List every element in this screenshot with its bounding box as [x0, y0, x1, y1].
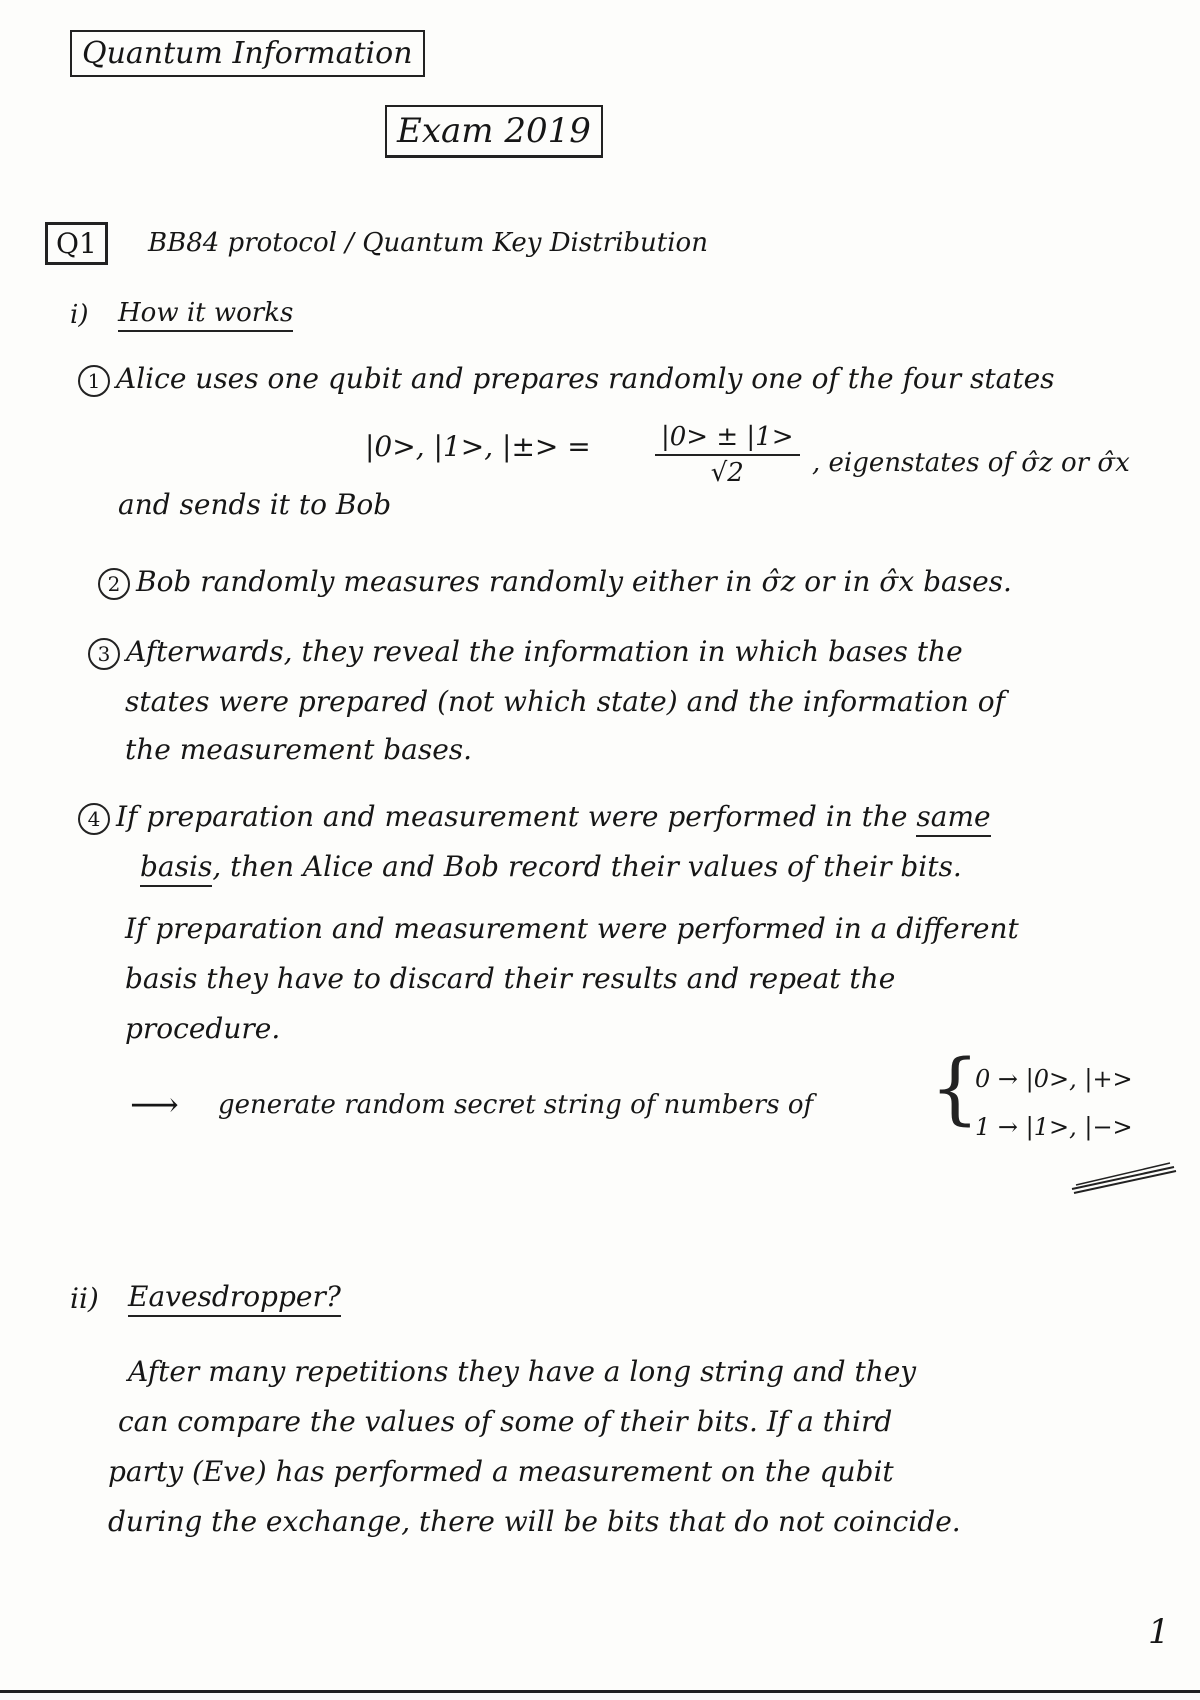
step4-number: 4	[78, 803, 110, 835]
step1-fraction	[655, 422, 800, 488]
part2-line3: party (Eve) has performed a measurement on the qubit	[108, 1455, 894, 1488]
page-number: 1	[1148, 1612, 1170, 1652]
step4-basis: basis	[140, 850, 212, 887]
part2-label: ii)	[70, 1282, 99, 1315]
step1-number: 1	[78, 365, 110, 397]
step4-line3: If preparation and measurement were performed in a different	[125, 912, 1019, 945]
step4-line4: basis they have to discard their results and repeat the	[125, 962, 896, 995]
step3-number: 3	[88, 638, 120, 670]
step1-line1	[78, 362, 1055, 397]
arrow-icon: ⟶	[130, 1085, 179, 1125]
left-brace-icon: {	[930, 1044, 980, 1134]
part2-line1: After many repetitions they have a long string and they	[128, 1355, 917, 1388]
result-text: generate random secret string of numbers of	[218, 1090, 814, 1120]
brace-top: 0 → |0>, |+>	[975, 1065, 1133, 1093]
step4-line1	[78, 800, 991, 835]
brace-bottom: 1 → |1>, |−>	[975, 1113, 1133, 1141]
part2-line2: can compare the values of some of their bits. If a third	[118, 1405, 893, 1438]
fraction-numerator: |0> ± |1>	[655, 422, 800, 456]
step4-line2-rest: , then Alice and Bob record their values of their bits.	[212, 850, 962, 883]
fraction-denominator: √2	[710, 458, 744, 488]
step4-line5: procedure.	[125, 1012, 281, 1045]
part1-title: How it works	[118, 298, 293, 332]
part2-line4: during the exchange, there will be bits that do not coincide.	[108, 1505, 961, 1538]
step3-line1	[88, 635, 963, 670]
step4-same: same	[916, 800, 990, 837]
double-underline-icon	[1070, 1155, 1180, 1195]
page-bottom-edge	[0, 1690, 1200, 1693]
step3-text: Afterwards, they reveal the information in which bases the	[126, 635, 963, 668]
step2-text: Bob randomly measures randomly either in σ̂z or in σ̂x bases.	[136, 565, 1012, 598]
step3-line2: states were prepared (not which state) and the information of	[125, 685, 1005, 718]
part1-label: i)	[70, 300, 89, 330]
step3-line3: the measurement bases.	[125, 733, 473, 766]
part2-title: Eavesdropper?	[128, 1280, 341, 1317]
exam-title: Exam 2019	[385, 105, 603, 158]
step4-text: If preparation and measurement were performed in the	[116, 800, 908, 833]
step1-text: Alice uses one qubit and prepares randomly one of the four states	[116, 362, 1055, 395]
step2-line1	[98, 565, 1012, 600]
step1-line3: and sends it to Bob	[118, 488, 392, 521]
course-title: Quantum Information	[70, 30, 425, 77]
step1-eigen: , eigenstates of σ̂z or σ̂x	[812, 448, 1130, 478]
step2-number: 2	[98, 568, 130, 600]
step4-line2	[140, 850, 962, 883]
step1-states: |0>, |1>, |±> =	[365, 430, 591, 463]
question-heading: BB84 protocol / Quantum Key Distribution	[148, 228, 708, 258]
question-label: Q1	[45, 222, 108, 265]
